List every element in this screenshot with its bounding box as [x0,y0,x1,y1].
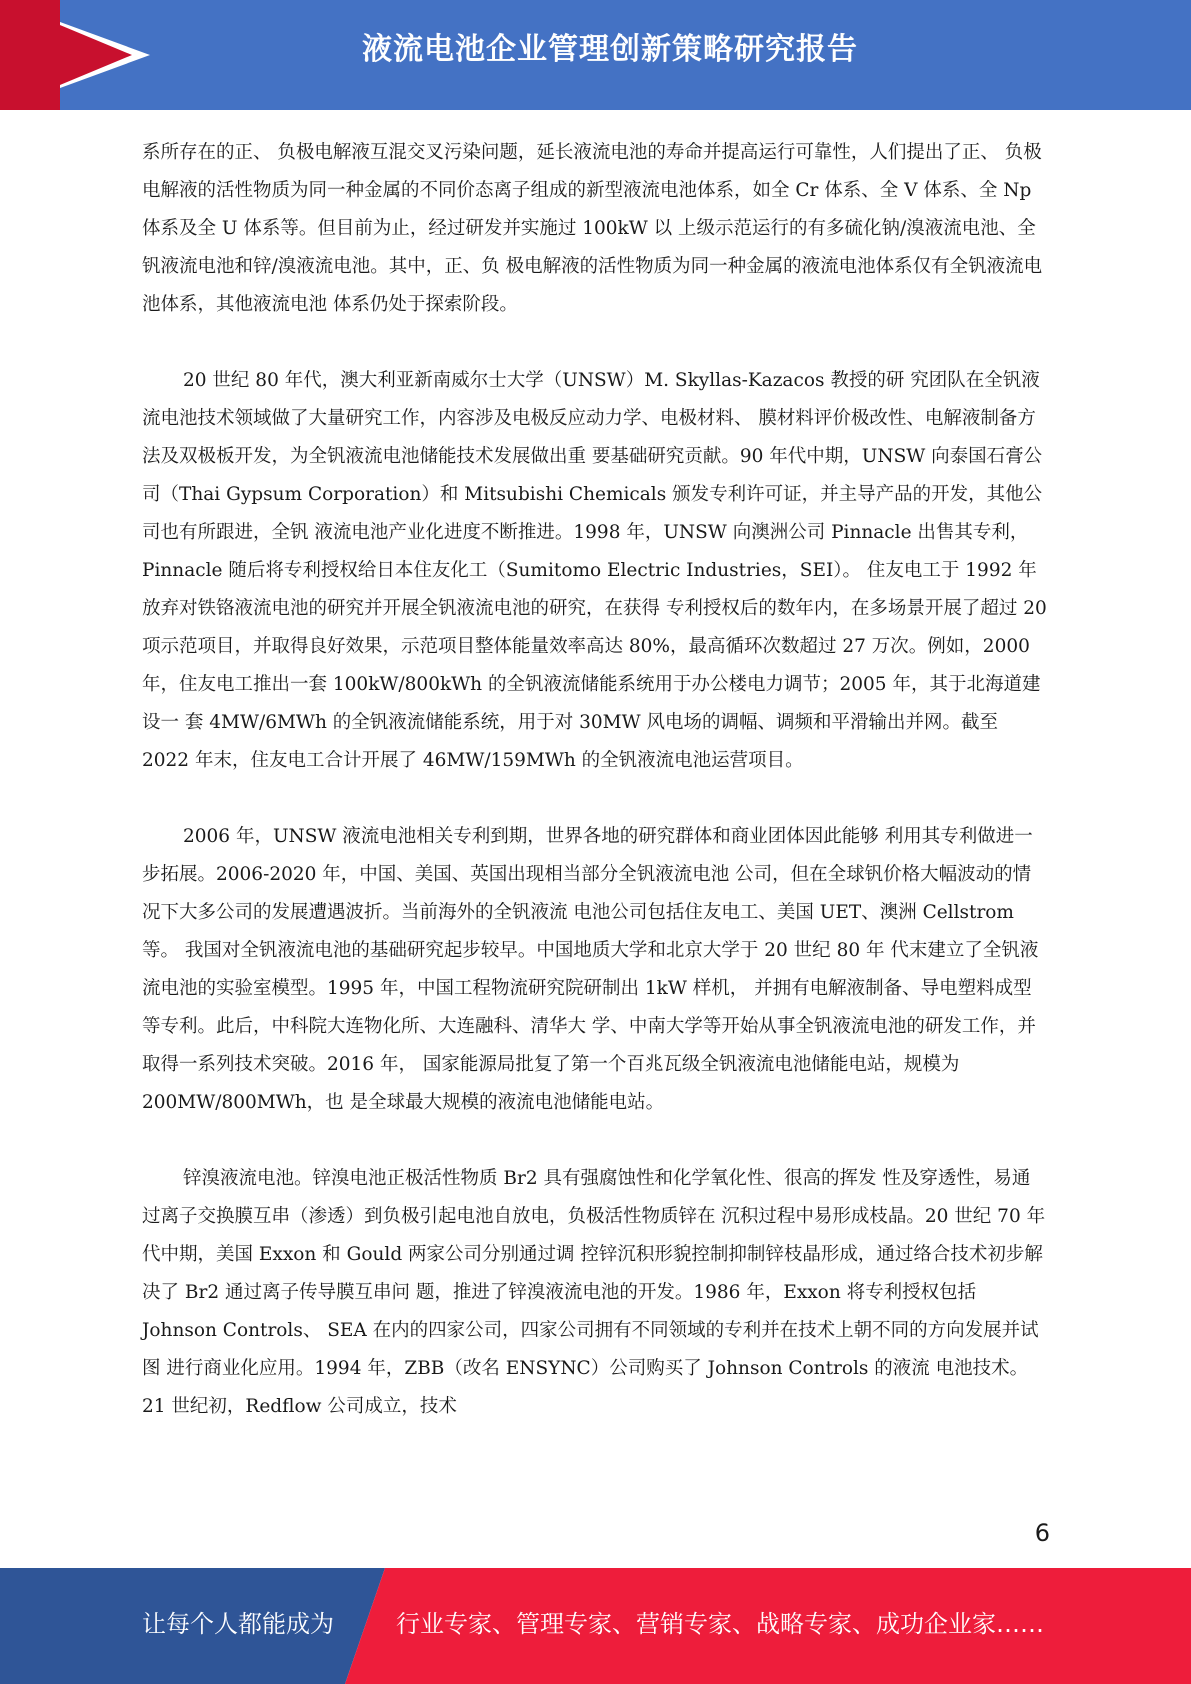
paragraph-4: 锌溴液流电池。锌溴电池正极活性物质 Br2 具有强腐蚀性和化学氧化性、很高的挥发 性及穿透性，易通过离子交换膜互串（渗透）到负极引起电池自放电，负极活性物质锌在 沉积过程中易形成枝晶。20 世纪 70 年代中期，美国 Exxon 和 Gould 两家公司分别通过调 控锌沉积形貌控制抑制锌枝晶形成，通过络合技术初步解决了 Br2 通过离子传导膜互串问 题，推进了锌溴液流电池的开发。1986 年，Exxon 将专利授权包括 Johnson Controls、 SEA 在内的四家公司，四家公司拥有不同领域的专利并在技术上朝不同的方向发展并试图 进行商业化应用。1994 年，ZBB（改名 ENSYNC）公司购买了 Johnson Controls 的液流 电池技术。21 世纪初，Redflow 公司成立，技术 [142,1168,1046,1417]
page-header [0,0,1191,110]
paragraph-3: 2006 年，UNSW 液流电池相关专利到期，世界各地的研究群体和商业团体因此能够 利用其专利做进一步拓展。2006-2020 年，中国、美国、英国出现相当部分全钒液流电池 公司，但在全球钒价格大幅波动的情况下大多公司的发展遭遇波折。当前海外的全钒液流 电池公司包括住友电工、美国 UET、澳洲 Cellstrom 等。 我国对全钒液流电池的基础研究起步较早。中国地质大学和北京大学于 20 世纪 80 年 代末建立了全钒液流电池的实验室模型。1995 年，中国工程物流研究院研制出 1kW 样机， 并拥有电解液制备、导电塑料成型等专利。此后，中科院大连物化所、大连融科、清华大 学、中南大学等开始从事全钒液流电池的研发工作，并取得一系列技术突破。2016 年， 国家能源局批复了第一个百兆瓦级全钒液流电池储能电站，规模为 200MW/800MWh，也 是全球最大规模的液流电池储能电站。 [142,826,1039,1113]
header-accent-block [0,0,60,110]
page-title: 液流电池企业管理创新策略研究报告 [362,32,858,67]
footer-slogan-right: 行业专家、管理专家、营销专家、战略专家、成功企业家…… [396,1610,1044,1638]
paragraph-2: 20 世纪 80 年代，澳大利亚新南威尔士大学（UNSW）M. Skyllas-Kazacos 教授的研 究团队在全钒液流电池技术领域做了大量研究工作，内容涉及电极反应动力学、电极材料、 膜材料评价极改性、电解液制备方法及双极板开发，为全钒液流电池储能技术发展做出重 要基础研究贡献。90 年代中期，UNSW 向泰国石膏公司（Thai Gypsum Corporation）和 Mitsubishi Chemicals 颁发专利许可证，并主导产品的开发，其他公司也有所跟进，全钒 液流电池产业化进度不断推进。1998 年，UNSW 向澳洲公司 Pinnacle 出售其专利，Pinnacle 随后将专利授权给日本住友化工（Sumitomo Electric Industries，SEI）。 住友电工于 1992 年放弃对铁铬液流电池的研究并开展全钒液流电池的研究，在获得 专利授权后的数年内，在多场景开展了超过 20 项示范项目，并取得良好效果，示范项目整体能量效率高达 80%，最高循环次数超过 27 万次。例如，2000 年，住友电工推出一套 100kW/800kWh 的全钒液流储能系统用于办公楼电力调节；2005 年，其于北海道建设一 套 4MW/6MWh 的全钒液流储能系统，用于对 30MW 风电场的调幅、调频和平滑输出并网。截至 2022 年末，住友电工合计开展了 46MW/159MWh 的全钒液流电池运营项目。 [142,370,1047,771]
page-footer [0,1568,1191,1684]
paragraph-1: 系所存在的正、 负极电解液互混交叉污染问题，延长液流电池的寿命并提高运行可靠性，人们提出了正、 负极电解液的活性物质为同一种金属的不同价态离子组成的新型液流电池体系，如全 Cr 体系、全 V 体系、全 Np 体系及全 U 体系等。但目前为止，经过研发并实施过 100kW 以 上级示范运行的有多硫化钠/溴液流电池、全钒液流电池和锌/溴液流电池。其中，正、负 极电解液的活性物质为同一种金属的液流电池体系仅有全钒液流电池体系，其他液流电池 体系仍处于探索阶段。 [142,142,1043,315]
page-number: 6 [1034,1519,1050,1547]
footer-slogan-left: 让每个人都能成为 [142,1610,334,1638]
document-body [142,134,1047,1464]
